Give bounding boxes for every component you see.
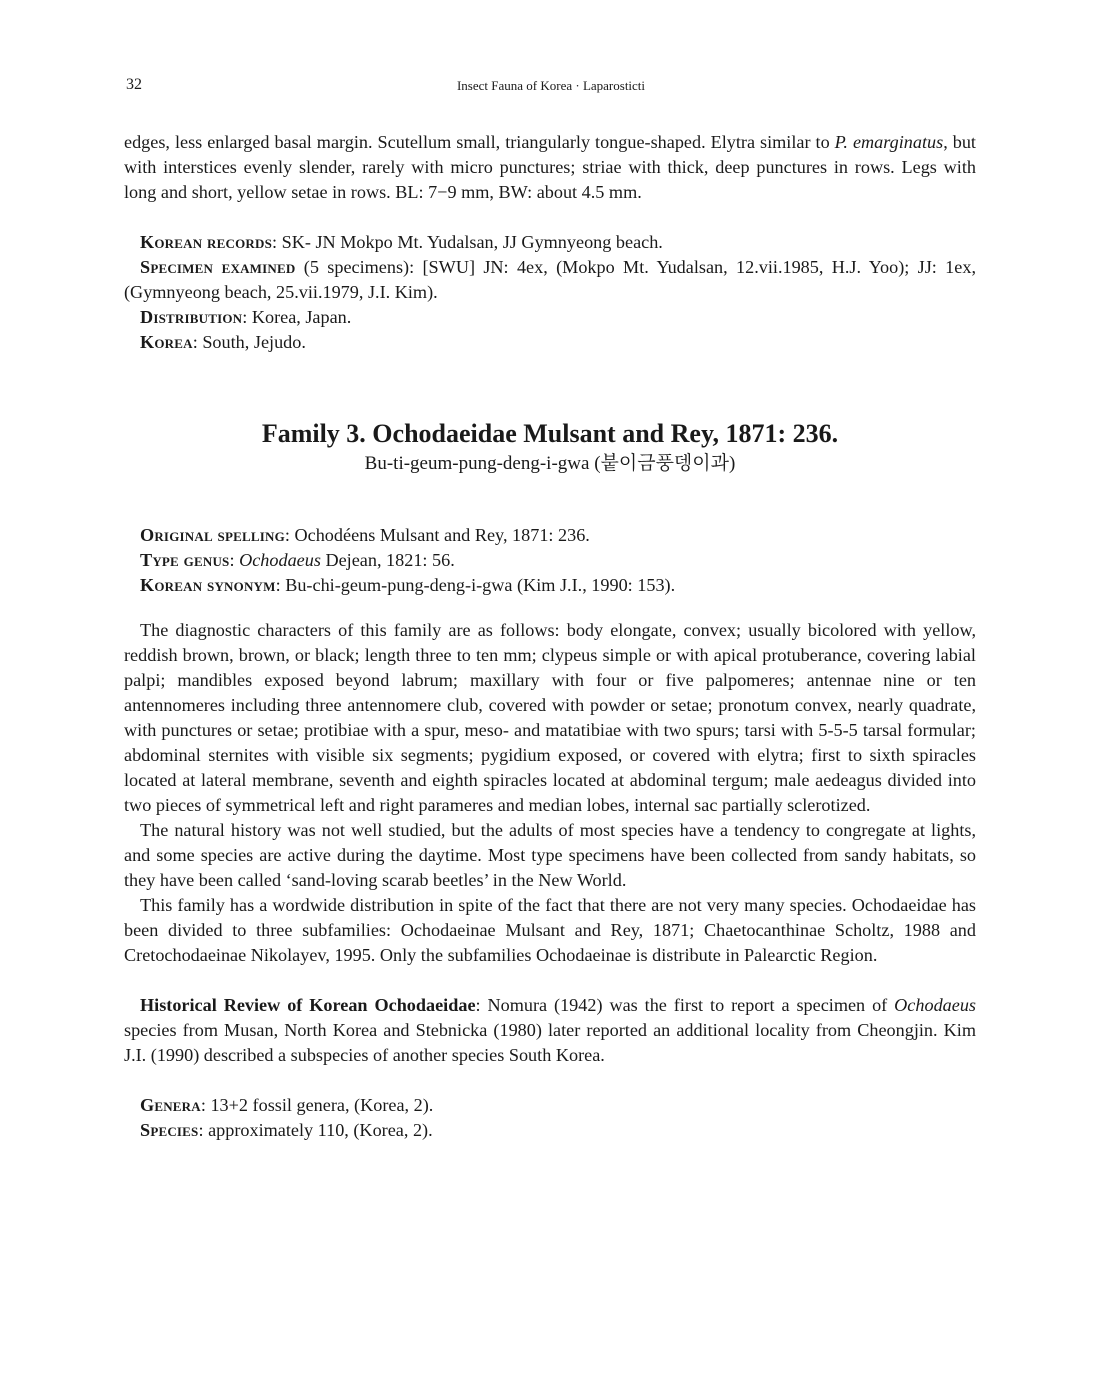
diagnostic-paragraph: The diagnostic characters of this family are as follows: body elongate, convex; usually bicolored with yellow, reddish brown, brown, or black; length three to ten mm; clypeus simple or with apical protuberance, covering labial palpi; mandibles exposed beyond labrum; maxillary with four or five palpomeres; antennae nine or ten antennomeres including three antennomere club, covered with powder or setae; pronotum convex, nearly quadrate, with punctures or setae; protibiae with a spur, meso- and matatibiae with two spurs; tarsi with 5-5-5 tarsal formular; abdominal sternites with visible six segments; pygidium exposed, or covered with elytra; first to sixth spiracles located at lateral membrane, seventh and eighth spiracles located at abdominal tergum; male aedeagus divided into two pieces of symmetrical left and right parameres and median lobes, internal sac partially sclerotized. xyxy=(124,620,976,815)
historical-italic-genus: Ochodaeus xyxy=(894,995,976,1015)
type-genus-colon: : xyxy=(229,550,240,570)
historical-review-paragraph xyxy=(124,993,976,1068)
historical-review-label: Historical Review of Korean Ochodaeidae xyxy=(140,995,476,1015)
original-spelling-text: : Ochodéens Mulsant and Rey, 1871: 236. xyxy=(284,525,590,545)
page-content xyxy=(124,130,976,1143)
korean-records-text: : SK- JN Mokpo Mt. Yudalsan, JJ Gymnyeong beach. xyxy=(272,232,663,252)
specimen-label: Specimen examined xyxy=(140,257,296,277)
species-text: : approximately 110, (Korea, 2). xyxy=(198,1120,433,1140)
historical-text-1: : Nomura (1942) was the first to report a specimen of xyxy=(475,995,895,1015)
distribution-paragraph: This family has a wordwide distribution in spite of the fact that there are not very many species. Ochodaeidae has been divided to three subfamilies: Ochodaeinae Mulsant and Rey, 1871; Chaetocanthinae Scholtz, 1988 and Cretochodaeinae Nikolayev, 1995. Only the subfamilies Ochodaeinae is distribute in Palearctic Region. xyxy=(124,895,976,965)
historical-text-2: species from Musan, North Korea and Stebnicka (1980) later reported an additional locality from Cheongjin. Kim J.I. (1990) described a subspecies of another species South Korea. xyxy=(124,1020,976,1065)
korea-text: : South, Jejudo. xyxy=(192,332,306,352)
korea-line xyxy=(124,330,976,355)
natural-history-paragraph: The natural history was not well studied, but the adults of most species have a tendency to congregate at lights, and some species are active during the daytime. Most type specimens have been collected from sandy habitats, so they have been called ‘sand-loving scarab beetles’ in the New World. xyxy=(124,820,976,890)
genera-line xyxy=(124,1093,976,1118)
intro-italic-species: P. emarginatus xyxy=(834,132,944,152)
korean-synonym-line xyxy=(124,573,976,598)
page-header xyxy=(126,76,976,98)
family-subtitle: Bu-ti-geum-pung-deng-i-gwa (붙이금풍뎅이과) xyxy=(364,453,736,474)
intro-paragraph xyxy=(124,130,976,205)
korean-records-label: Korean records xyxy=(140,232,273,252)
type-genus-text: Dejean, 1821: 56. xyxy=(320,550,455,570)
korean-synonym-label: Korean synonym xyxy=(140,575,276,595)
korea-label: Korea xyxy=(140,332,193,352)
intro-text-1: edges, less enlarged basal margin. Scutellum small, triangularly tongue-shaped. Elytra similar to xyxy=(124,132,835,152)
page-number: 32 xyxy=(126,76,142,93)
genera-label: Genera xyxy=(140,1095,201,1115)
species-line xyxy=(124,1118,976,1143)
species-label: Species xyxy=(140,1120,199,1140)
genera-text: : 13+2 fossil genera, (Korea, 2). xyxy=(200,1095,434,1115)
type-genus-line xyxy=(124,548,976,573)
korean-records-line xyxy=(124,230,976,255)
running-title: Insect Fauna of Korea · Laparosticti xyxy=(456,78,646,93)
korean-synonym-text: : Bu-chi-geum-pung-deng-i-gwa (Kim J.I., 1990: 153). xyxy=(275,575,676,595)
distribution-label: Distribution xyxy=(140,307,243,327)
type-genus-name: Ochodaeus xyxy=(239,550,321,570)
distribution-line xyxy=(124,305,976,330)
distribution-text: : Korea, Japan. xyxy=(242,307,352,327)
original-spelling-line xyxy=(124,523,976,548)
type-genus-label: Type genus xyxy=(140,550,230,570)
intro-text-2: , but with interstices evenly slender, rarely with micro punctures; striae with thick, deep punctures in rows. Legs with long and short, yellow setae in rows. BL: 7−9 mm, BW: about 4.5 mm. xyxy=(124,132,976,202)
original-spelling-label: Original spelling xyxy=(140,525,285,545)
family-title: Family 3. Ochodaeidae Mulsant and Rey, 1871: 236. xyxy=(261,419,839,448)
specimen-examined-line xyxy=(124,255,976,305)
specimen-text: (5 specimens): [SWU] JN: 4ex, (Mokpo Mt. Yudalsan, 12.vii.1985, H.J. Yoo); JJ: 1ex, (Gymnyeong beach, 25.vii.1979, J.I. Kim). xyxy=(124,257,976,302)
